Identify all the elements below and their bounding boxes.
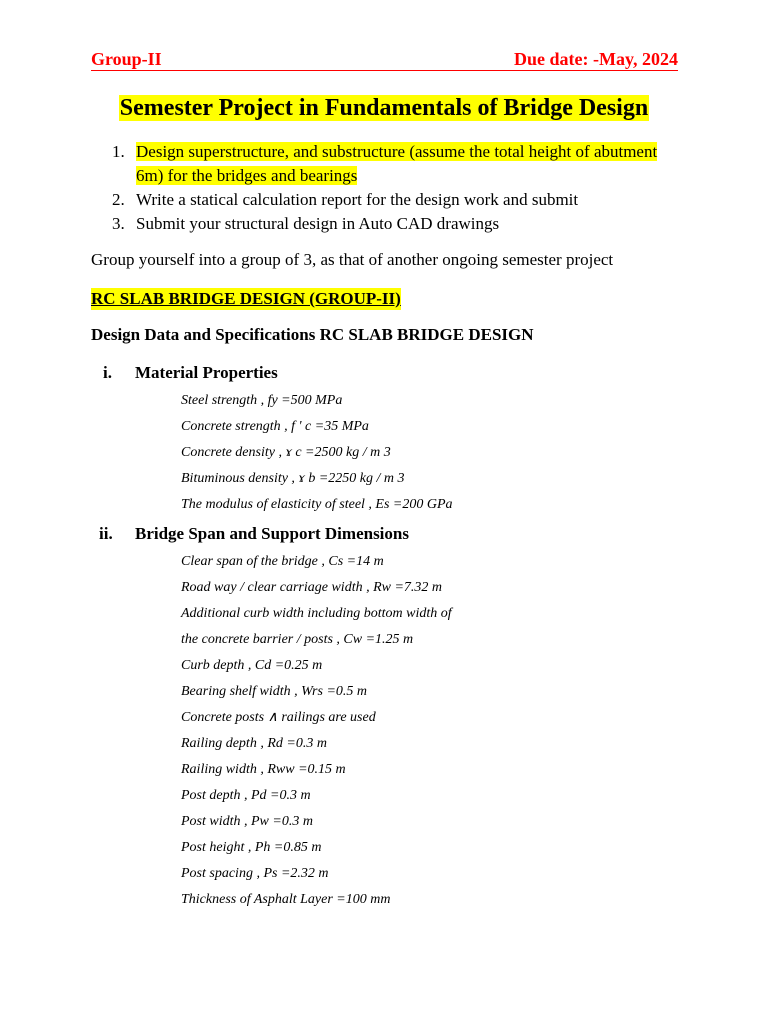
task-item [112, 188, 682, 212]
header-row [91, 48, 678, 71]
spec-line: Post width , Pw =0.3 m [181, 814, 313, 829]
task-number: 3. [112, 214, 125, 233]
task-list [112, 140, 682, 236]
task-text: Submit your structural design in Auto CAD drawings [136, 214, 500, 233]
spec-line: Road way / clear carriage width , Rw =7.32 m [181, 580, 443, 595]
spec-line: Steel strength , fy =500 MPa [181, 393, 343, 408]
spec-line: Concrete strength , f ' c =35 MPa [181, 419, 369, 434]
group-label: Group-II [91, 49, 162, 69]
spec-line: Post spacing , Ps =2.32 m [181, 866, 329, 881]
section-number: i. [103, 363, 112, 382]
spec-line: Railing depth , Rd =0.3 m [181, 736, 327, 751]
spec-line: Concrete posts ∧ railings are used [181, 710, 376, 725]
spec-line: Post depth , Pd =0.3 m [181, 788, 311, 803]
design-data-heading: Design Data and Specifications RC SLAB BRIDGE DESIGN [91, 325, 534, 344]
spec-line: Railing width , Rww =0.15 m [181, 762, 346, 777]
task-number: 1. [112, 142, 125, 161]
task-number: 2. [112, 190, 125, 209]
section-number: ii. [99, 524, 113, 543]
spec-line: Curb depth , Cd =0.25 m [181, 658, 323, 673]
rc-slab-heading: RC SLAB BRIDGE DESIGN (GROUP-II) [91, 289, 401, 308]
due-date: Due date: -May, 2024 [514, 49, 678, 69]
spec-line: Additional curb width including bottom width of [181, 606, 452, 621]
section-title: Bridge Span and Support Dimensions [135, 524, 409, 543]
spec-line: Concrete density , ɤ c =2500 kg / m 3 [181, 445, 391, 460]
task-item [112, 212, 682, 236]
task-item [112, 140, 682, 188]
spec-line: Post height , Ph =0.85 m [181, 840, 322, 855]
spec-line: Clear span of the bridge , Cs =14 m [181, 554, 384, 569]
task-text: Write a statical calculation report for the design work and submit [136, 190, 579, 209]
spec-line: Thickness of Asphalt Layer =100 mm [181, 892, 391, 907]
spec-line: the concrete barrier / posts , Cw =1.25 m [181, 632, 414, 647]
task-text: Design superstructure, and substructure (assume the total height of abutment 6m) for the bridges and bearings [136, 142, 658, 185]
spec-line: The modulus of elasticity of steel , Es =200 GPa [181, 497, 453, 512]
group-note: Group yourself into a group of 3, as that of another ongoing semester project [91, 250, 614, 269]
section-title: Material Properties [135, 363, 278, 382]
spec-line: Bituminous density , ɤ b =2250 kg / m 3 [181, 471, 405, 486]
page-title: Semester Project in Fundamentals of Bridge Design [119, 95, 649, 121]
spec-line: Bearing shelf width , Wrs =0.5 m [181, 684, 368, 699]
